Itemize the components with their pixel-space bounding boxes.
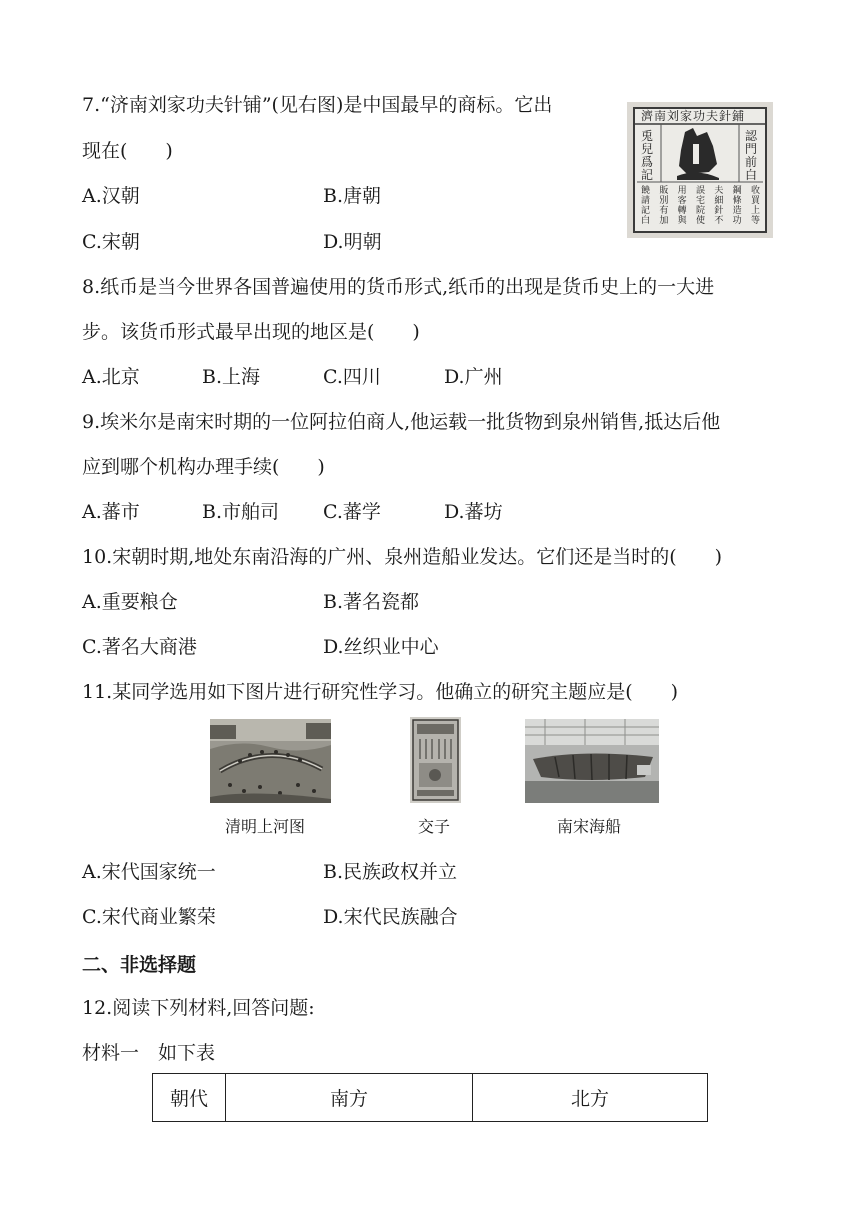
q10-option-d[interactable]: D.丝织业中心 — [323, 636, 439, 658]
trademark-right-text: 認門前白 — [745, 129, 758, 182]
q12-material-label: 材料一 如下表 — [82, 1042, 216, 1064]
q7-stem-line1: 7.“济南刘家功夫针铺”(见右图)是中国最早的商标。它出 — [82, 94, 553, 116]
q9-stem-line2: 应到哪个机构办理手续( ) — [82, 456, 325, 478]
trademark-col-6: 販別有加 — [659, 186, 669, 226]
q8-stem-line1: 8.纸币是当今世界各国普遍使用的货币形式,纸币的出现是货币史上的一大进 — [82, 276, 715, 298]
q7-option-a[interactable]: A.汉朝 — [82, 185, 140, 207]
q9-option-b[interactable]: B.市舶司 — [202, 501, 280, 523]
song-ship-caption: 南宋海船 — [557, 817, 622, 836]
qingming-caption: 清明上河图 — [225, 817, 306, 836]
q8-option-b[interactable]: B.上海 — [202, 366, 261, 388]
trademark-col-4: 誤宅院使 — [695, 186, 705, 226]
table-header-south: 南方 — [226, 1074, 473, 1122]
q11-option-c[interactable]: C.宋代商业繁荣 — [82, 906, 216, 928]
q8-stem-line2: 步。该货币形式最早出现的地区是( ) — [82, 321, 420, 343]
trademark-col-7: 饒請記白 — [641, 186, 651, 226]
trademark-left-text: 兎兒爲記 — [641, 129, 654, 182]
q11-option-d[interactable]: D.宋代民族融合 — [323, 906, 458, 928]
q7-stem-line2: 现在( ) — [82, 140, 173, 162]
material-table — [152, 1073, 708, 1122]
q9-stem-line1: 9.埃米尔是南宋时期的一位阿拉伯商人,他运载一批货物到泉州销售,抵达后他 — [82, 411, 721, 433]
q8-option-a[interactable]: A.北京 — [82, 366, 140, 388]
trademark-top-text: 濟南刘家功夫針鋪 — [641, 109, 746, 123]
qingming-painting-image — [210, 719, 331, 803]
section-title-nonchoice: 二、非选择题 — [82, 954, 197, 976]
q11-stem: 11.某同学选用如下图片进行研究性学习。他确立的研究主题应是( ) — [82, 681, 679, 703]
q7-option-d[interactable]: D.明朝 — [323, 231, 382, 253]
q8-option-d[interactable]: D.广州 — [444, 366, 503, 388]
trademark-col-3: 夫細針不 — [714, 186, 724, 226]
trademark-col-2: 鋼條造功 — [732, 186, 742, 226]
q9-option-d[interactable]: D.蕃坊 — [444, 501, 503, 523]
q8-option-c[interactable]: C.四川 — [323, 366, 381, 388]
q10-option-b[interactable]: B.著名瓷都 — [323, 591, 420, 613]
q10-option-c[interactable]: C.著名大商港 — [82, 636, 197, 658]
song-ship-image — [525, 719, 659, 803]
q12-stem: 12.阅读下列材料,回答问题: — [82, 997, 315, 1019]
q10-option-a[interactable]: A.重要粮仓 — [82, 591, 178, 613]
trademark-body-text — [641, 186, 763, 230]
q11-option-a[interactable]: A.宋代国家统一 — [82, 861, 216, 883]
trademark-col-5: 用客轉與 — [677, 186, 687, 226]
table-header-north: 北方 — [473, 1074, 708, 1122]
table-header-dynasty: 朝代 — [153, 1074, 226, 1122]
q7-option-c[interactable]: C.宋朝 — [82, 231, 140, 253]
q10-stem: 10.宋朝时期,地处东南沿海的广州、泉州造船业发达。它们还是当时的( ) — [82, 546, 723, 568]
q11-option-b[interactable]: B.民族政权并立 — [323, 861, 458, 883]
q9-option-c[interactable]: C.蕃学 — [323, 501, 381, 523]
table-row — [153, 1074, 708, 1122]
q9-option-a[interactable]: A.蕃市 — [82, 501, 140, 523]
trademark-image — [627, 102, 773, 238]
trademark-col-1: 收買上等 — [750, 186, 760, 226]
jiaozi-caption: 交子 — [418, 817, 451, 836]
jiaozi-image — [410, 717, 461, 803]
q7-option-b[interactable]: B.唐朝 — [323, 185, 382, 207]
